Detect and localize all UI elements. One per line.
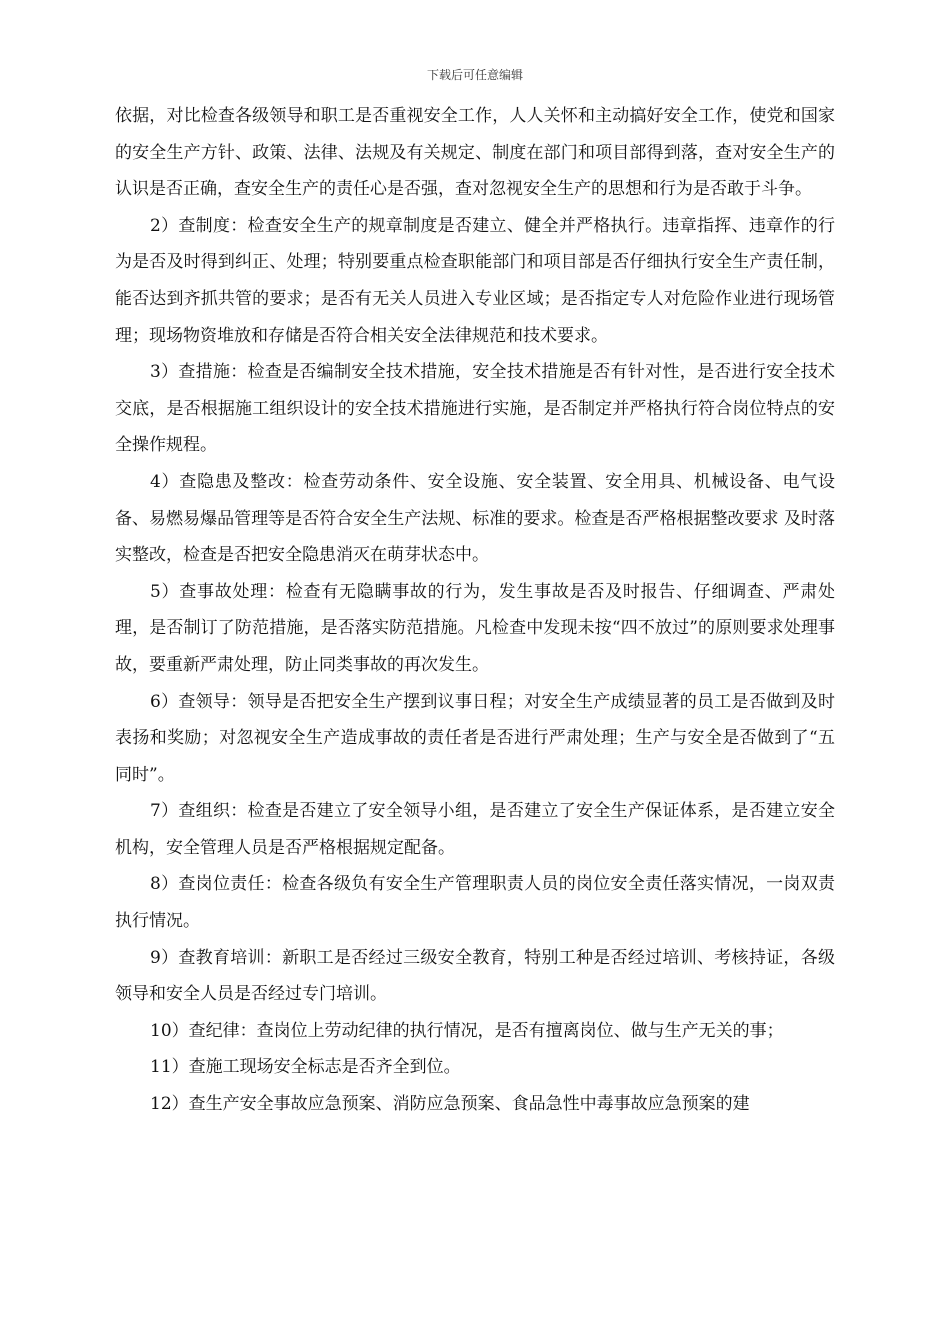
document-body [115, 98, 835, 1123]
paragraph-check-leadership: 6）查领导：领导是否把安全生产摆到议事日程；对安全生产成绩显著的员工是否做到及时表扬和奖励；对忽视安全生产造成事故的责任者是否进行严肃处理；生产与安全是否做到了“五同时”。 [115, 691, 835, 785]
page-header: 下载后可任意编辑 [426, 68, 523, 82]
paragraph-check-organization: 7）查组织：检查是否建立了安全领导小组，是否建立了安全生产保证体系，是否建立安全机构，安全管理人员是否严格根据规定配备。 [115, 801, 835, 858]
paragraph-check-training: 9）查教育培训：新职工是否经过三级安全教育，特别工种是否经过培训、考核持证，各级领导和安全人员是否经过专门培训。 [115, 947, 835, 1005]
paragraph-check-responsibility: 8）查岗位责任：检查各级负有安全生产管理职责人员的岗位安全责任落实情况，一岗双责执行情况。 [115, 874, 835, 932]
paragraph-continuation: 依据，对比检查各级领导和职工是否重视安全工作，人人关怀和主动搞好安全工作，使党和国家的安全生产方针、政策、法律、法规及有关规定、制度在部门和项目部得到落，查对安全生产的认识是否正确，查安全生产的责任心是否强，查对忽视安全生产的思想和行为是否敢于斗争。 [115, 106, 835, 200]
paragraph-check-hazards: 4）查隐患及整改：检查劳动条件、安全设施、安全装置、安全用具、机械设备、电气设备、易燃易爆品管理等是否符合安全生产法规、标准的要求。检查是否严格根据整改要求 及时落实整改，检查是否把安全隐患消灭在萌芽状态中。 [115, 471, 835, 566]
paragraph-check-discipline: 10）查纪律：查岗位上劳动纪律的执行情况，是否有擅离岗位、做与生产无关的事； [150, 1020, 784, 1041]
paragraph-check-signage: 11）查施工现场安全标志是否齐全到位。 [150, 1057, 461, 1078]
paragraph-check-measures: 3）查措施：检查是否编制安全技术措施，安全技术措施是否有针对性，是否进行安全技术交底，是否根据施工组织设计的安全技术措施进行实施，是否制定并严格执行符合岗位特点的安全操作规程。 [115, 362, 835, 456]
paragraph-check-rules: 2）查制度：检查安全生产的规章制度是否建立、健全并严格执行。违章指挥、违章作的行为是否及时得到纠正、处理；特别要重点检查职能部门和项目部是否仔细执行安全生产责任制，能否达到齐抓共管的要求；是否有无关人员进入专业区域；是否指定专人对危险作业进行现场管理；现场物资堆放和存储是否符合相关安全法律规范和技术要求。 [115, 215, 835, 346]
paragraph-check-accidents: 5）查事故处理：检查有无隐瞒事故的行为，发生事故是否及时报告、仔细调查、严肃处理，是否制订了防范措施，是否落实防范措施。凡检查中发现未按“四不放过”的原则要求处理事故，要重新严肃处理，防止同类事故的再次发生。 [115, 581, 835, 675]
paragraph-check-emergency-plans: 12）查生产安全事故应急预案、消防应急预案、食品急性中毒事故应急预案的建 [150, 1094, 750, 1115]
